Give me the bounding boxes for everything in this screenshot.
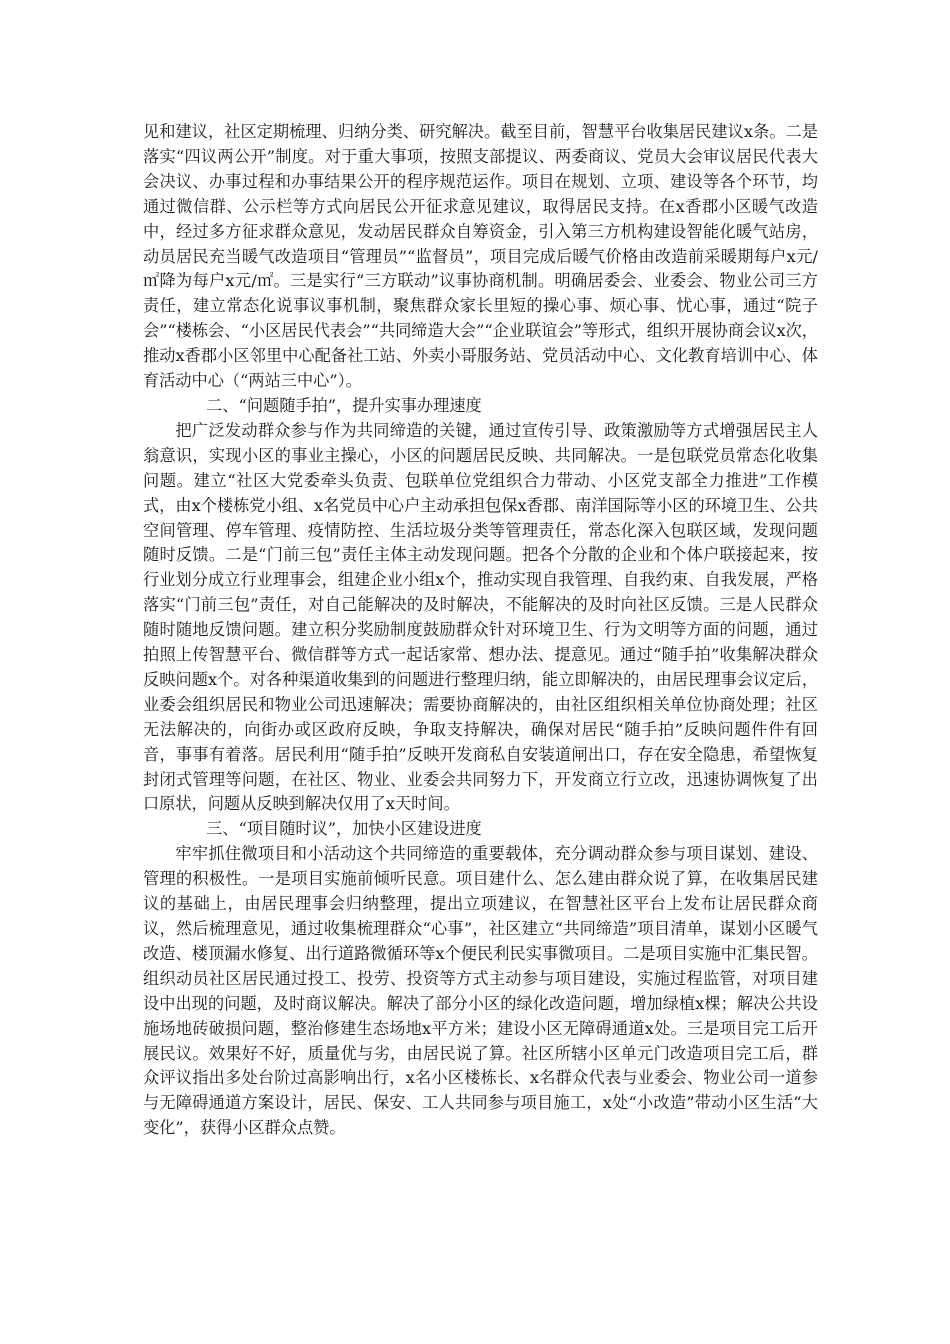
paragraph-section-3: 牢牢抓住微项目和小活动这个共同缔造的重要载体，充分调动群众参与项目谋划、建设、管理的积极性。一是项目实施前倾听民意。项目建什么、怎么建由群众说了算，在收集居民建议的基础上，由居民理事会归纳整理，提出立项建议，在智慧社区平台上发布让居民群众商议，然后梳理意见，通过收集梳理群众“心事”，社区建立“共同缔造”项目清单，谋划小区暖气改造、楼顶漏水修复、出行道路微循环等x个便民利民实事微项目。二是项目实施中汇集民智。组织动员社区居民通过投工、投劳、投资等方式主动参与项目建设，实施过程监管，对项目建设中出现的问题，及时商议解决。解决了部分小区的绿化改造问题，增加绿植x棵；解决公共设施场地砖破损问题，整治修建生态场地x平方米；建设小区无障碍通道x处。三是项目完工后开展民议。效果好不好，质量优与劣，由居民说了算。社区所辖小区单元门改造项目完工后，群众评议指出多处台阶过高影响出行，x名小区楼栋长、x名群众代表与业委会、物业公司一道参与无障碍通道方案设计，居民、保安、工人共同参与项目施工，x处“小改造”带动小区生活“大变化”，获得小区群众点赞。 xyxy=(143,844,818,1138)
document-page xyxy=(143,120,818,1141)
section-heading-2: 二、“问题随手拍”，提升实事办理速度 xyxy=(206,395,482,415)
paragraph-section-2: 把广泛发动群众参与作为共同缔造的关键，通过宣传引导、政策激励等方式增强居民主人翁意识，实现小区的事业主操心，小区的问题居民反映、共同解决。一是包联党员常态化收集问题。建立“社区大党委牵头负责、包联单位党组织合力带动、小区党支部全力推进”工作模式，由x个楼栋党小组、x名党员中心户主动承担包保x香郡、南洋国际等小区的环境卫生、公共空间管理、停车管理、疫情防控、生活垃圾分类等管理责任，常态化深入包联区域，发现问题随时反馈。二是“门前三包”责任主体主动发现问题。把各个分散的企业和个体户联接起来，按行业划分成立行业理事会，组建企业小组x个，推动实现自我管理、自我约束、自我发展，严格落实“门前三包”责任，对自己能解决的及时解决，不能解决的及时向社区反馈。三是人民群众随时随地反馈问题。建立积分奖励制度鼓励群众针对环境卫生、行为文明等方面的问题，通过拍照上传智慧平台、微信群等方式一起话家常、想办法、提意见。通过“随手拍”收集解决群众反映问题x个。对各种渠道收集到的问题进行整理归纳，能立即解决的，由居民理事会议定后，业委会组织居民和物业公司迅速解决；需要协商解决的，由社区组织相关单位协商处理；社区无法解决的，向街办或区政府反映，争取支持解决，确保对居民“随手拍”反映问题件件有回音，事事有着落。居民利用“随手拍”反映开发商私自安装道闸出口，存在安全隐患，希望恢复封闭式管理等问题，在社区、物业、业委会共同努力下，开发商立行立改，迅速协调恢复了出口原状，问题从反映到解决仅用了x天时间。 xyxy=(143,420,818,814)
section-heading-3: 三、“项目随时议”，加快小区建设进度 xyxy=(206,819,482,839)
paragraph-intro-continued: 见和建议，社区定期梳理、归纳分类、研究解决。截至目前，智慧平台收集居民建议x条。二是落实“四议两公开”制度。对于重大事项，按照支部提议、两委商议、党员大会审议居民代表大会决议、办事过程和办事结果公开的程序规范运作。项目在规划、立项、建设等各个环节，均通过微信群、公示栏等方式向居民公开征求意见建议，取得居民支持。在x香郡小区暖气改造中，经过多方征求群众意见，发动居民群众自筹资金，引入第三方机构建设智能化暖气站房，动员居民充当暖气改造项目“管理员”“监督员”，项目完成后暖气价格由改造前采暖期每户x元/㎡降为每户x元/㎡。三是实行“三方联动”议事协商机制。明确居委会、业委会、物业公司三方责任，建立常态化说事议事机制，聚焦群众家长里短的操心事、烦心事、忧心事，通过“院子会”“楼栋会、“小区居民代表会”“共同缔造大会”“企业联谊会”等形式，组织开展协商会议x次，推动x香郡小区邻里中心配备社工站、外卖小哥服务站、党员活动中心、文化教育培训中心、体育活动中心（“两站三中心”）。 xyxy=(143,122,818,391)
